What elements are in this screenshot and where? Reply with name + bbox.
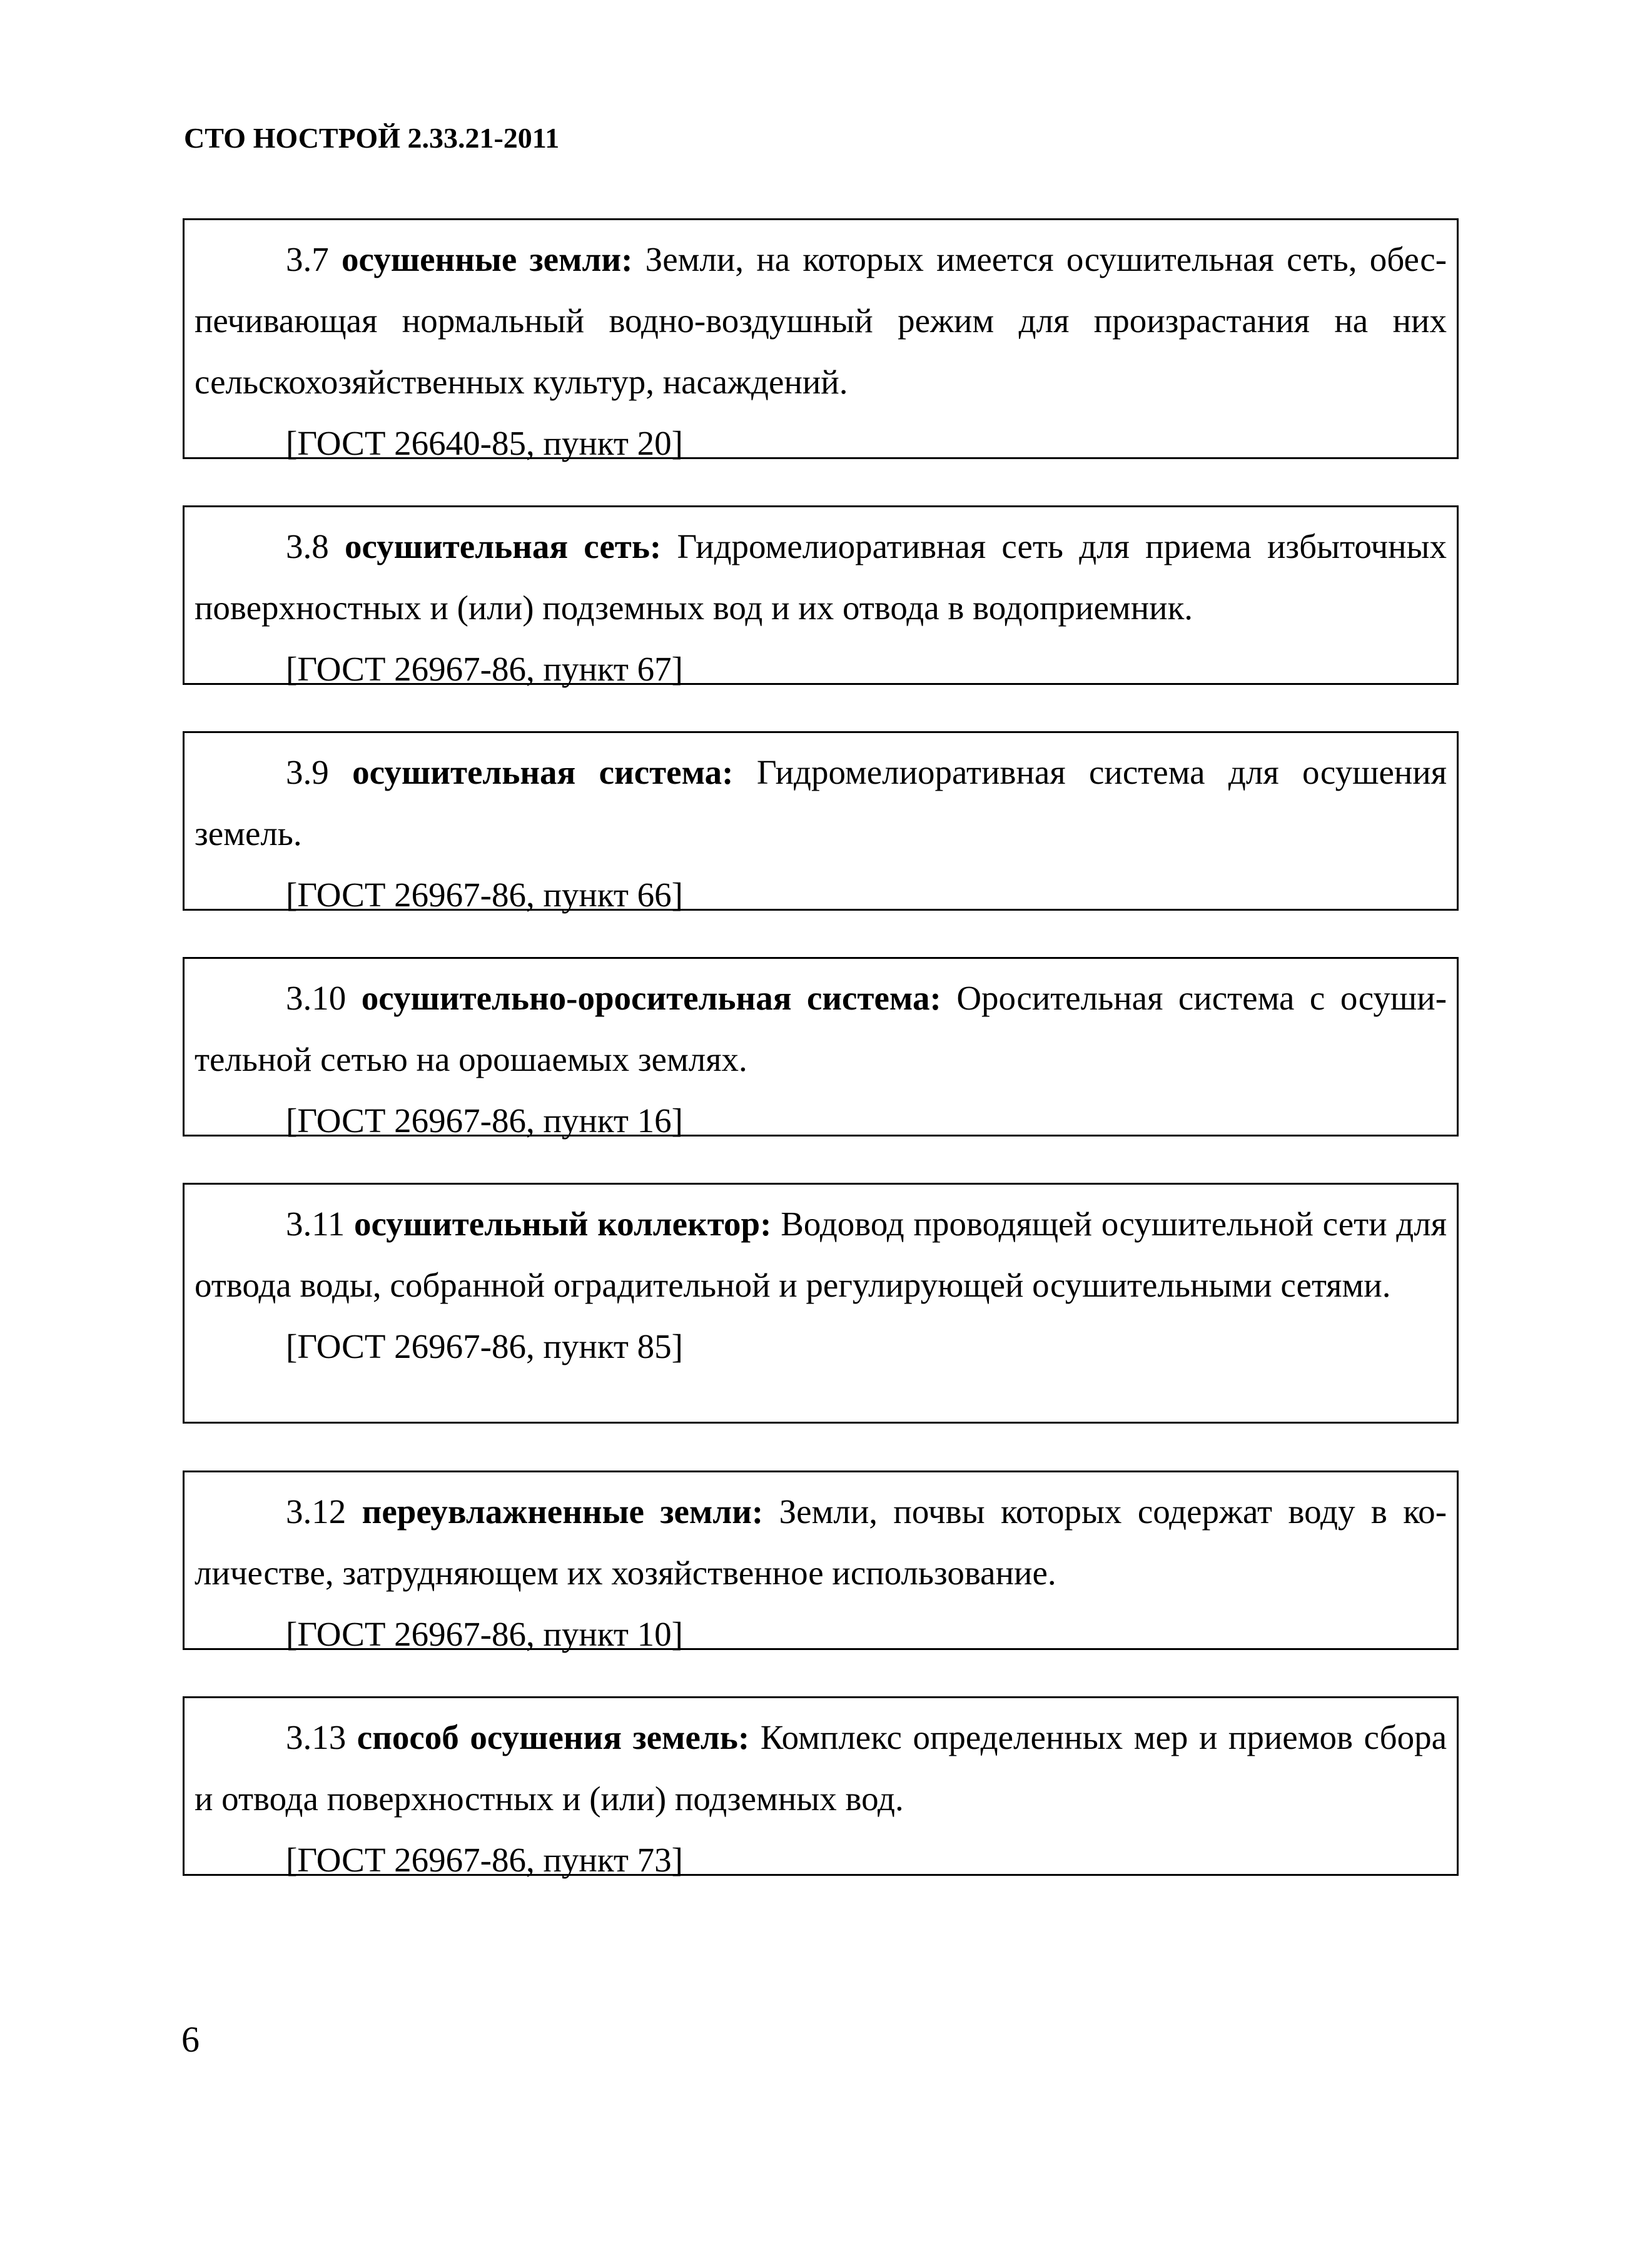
term-definition: Водовод проводящей осушительной сети для отвода воды, собранной оградительной и регулирующей осушительными сетями. <box>195 1205 1447 1304</box>
term-name: способ осушения земель: <box>357 1718 750 1756</box>
term-name: осушительная система: <box>352 753 734 791</box>
term-source-reference: [ГОСТ 26967-86, пункт 67] <box>286 650 683 688</box>
term-source-reference: [ГОСТ 26967-86, пункт 85] <box>286 1327 683 1365</box>
term-source-reference: [ГОСТ 26967-86, пункт 66] <box>286 876 683 914</box>
term-definition: Земли, почвы которых содержат воду в количестве, затрудняющем их хозяйственное использование. <box>195 1492 1447 1592</box>
term-entry-3-7 <box>183 218 1459 462</box>
term-source-reference: [ГОСТ 26967-86, пункт 16] <box>286 1101 683 1140</box>
term-definition: Комплекс определенных мер и приемов сбора и отвода поверхностных и (или) подземных вод. <box>195 1718 1447 1818</box>
term-name: осушительно-оросительная система: <box>361 979 941 1017</box>
term-number: 3.9 <box>286 753 329 791</box>
term-source-reference: [ГОСТ 26640-85, пункт 20] <box>286 424 683 462</box>
term-number: 3.13 <box>286 1718 347 1756</box>
term-entry-3-12 <box>183 1471 1459 1653</box>
term-text <box>195 1185 1447 1316</box>
term-number: 3.12 <box>286 1492 347 1531</box>
page-number: 6 <box>181 2019 200 2060</box>
term-text <box>195 1698 1447 1830</box>
term-number: 3.7 <box>286 240 329 278</box>
term-text <box>195 220 1447 413</box>
term-definition: Земли, на которых имеется осушительная сеть, обеспечивающая нормальный водно-воздушный режим для произрастания на них сельскохозяйственных культур, насаждений. <box>195 240 1447 401</box>
term-number: 3.8 <box>286 527 329 565</box>
term-definition: Оросительная система с осушительной сетью на орошаемых землях. <box>195 979 1447 1078</box>
term-number: 3.10 <box>286 979 347 1017</box>
term-entry-3-13 <box>183 1696 1459 1879</box>
term-source-reference: [ГОСТ 26967-86, пункт 73] <box>286 1841 683 1879</box>
term-entry-3-8 <box>183 505 1459 688</box>
document-code-header: СТО НОСТРОЙ 2.33.21-2011 <box>184 122 560 154</box>
term-text <box>195 507 1447 639</box>
term-name: переувлажненные земли: <box>362 1492 764 1531</box>
term-text <box>195 959 1447 1090</box>
term-entry-3-9 <box>183 731 1459 914</box>
term-text <box>195 1472 1447 1604</box>
term-number: 3.11 <box>286 1205 345 1243</box>
term-entry-3-11 <box>183 1183 1459 1424</box>
term-entry-3-10 <box>183 957 1459 1140</box>
term-source-reference: [ГОСТ 26967-86, пункт 10] <box>286 1615 683 1653</box>
term-name: осушительный коллектор: <box>353 1205 772 1243</box>
term-name: осушительная сеть: <box>344 527 662 565</box>
term-definition: Гидромелиоративная сеть для приема избыточных поверхностных и (или) подземных вод и их отвода в водоприемник. <box>195 527 1447 627</box>
term-text <box>195 733 1447 864</box>
term-definition: Гидромелиоративная система для осушения земель. <box>195 753 1447 853</box>
term-name: осушенные земли: <box>342 240 633 278</box>
